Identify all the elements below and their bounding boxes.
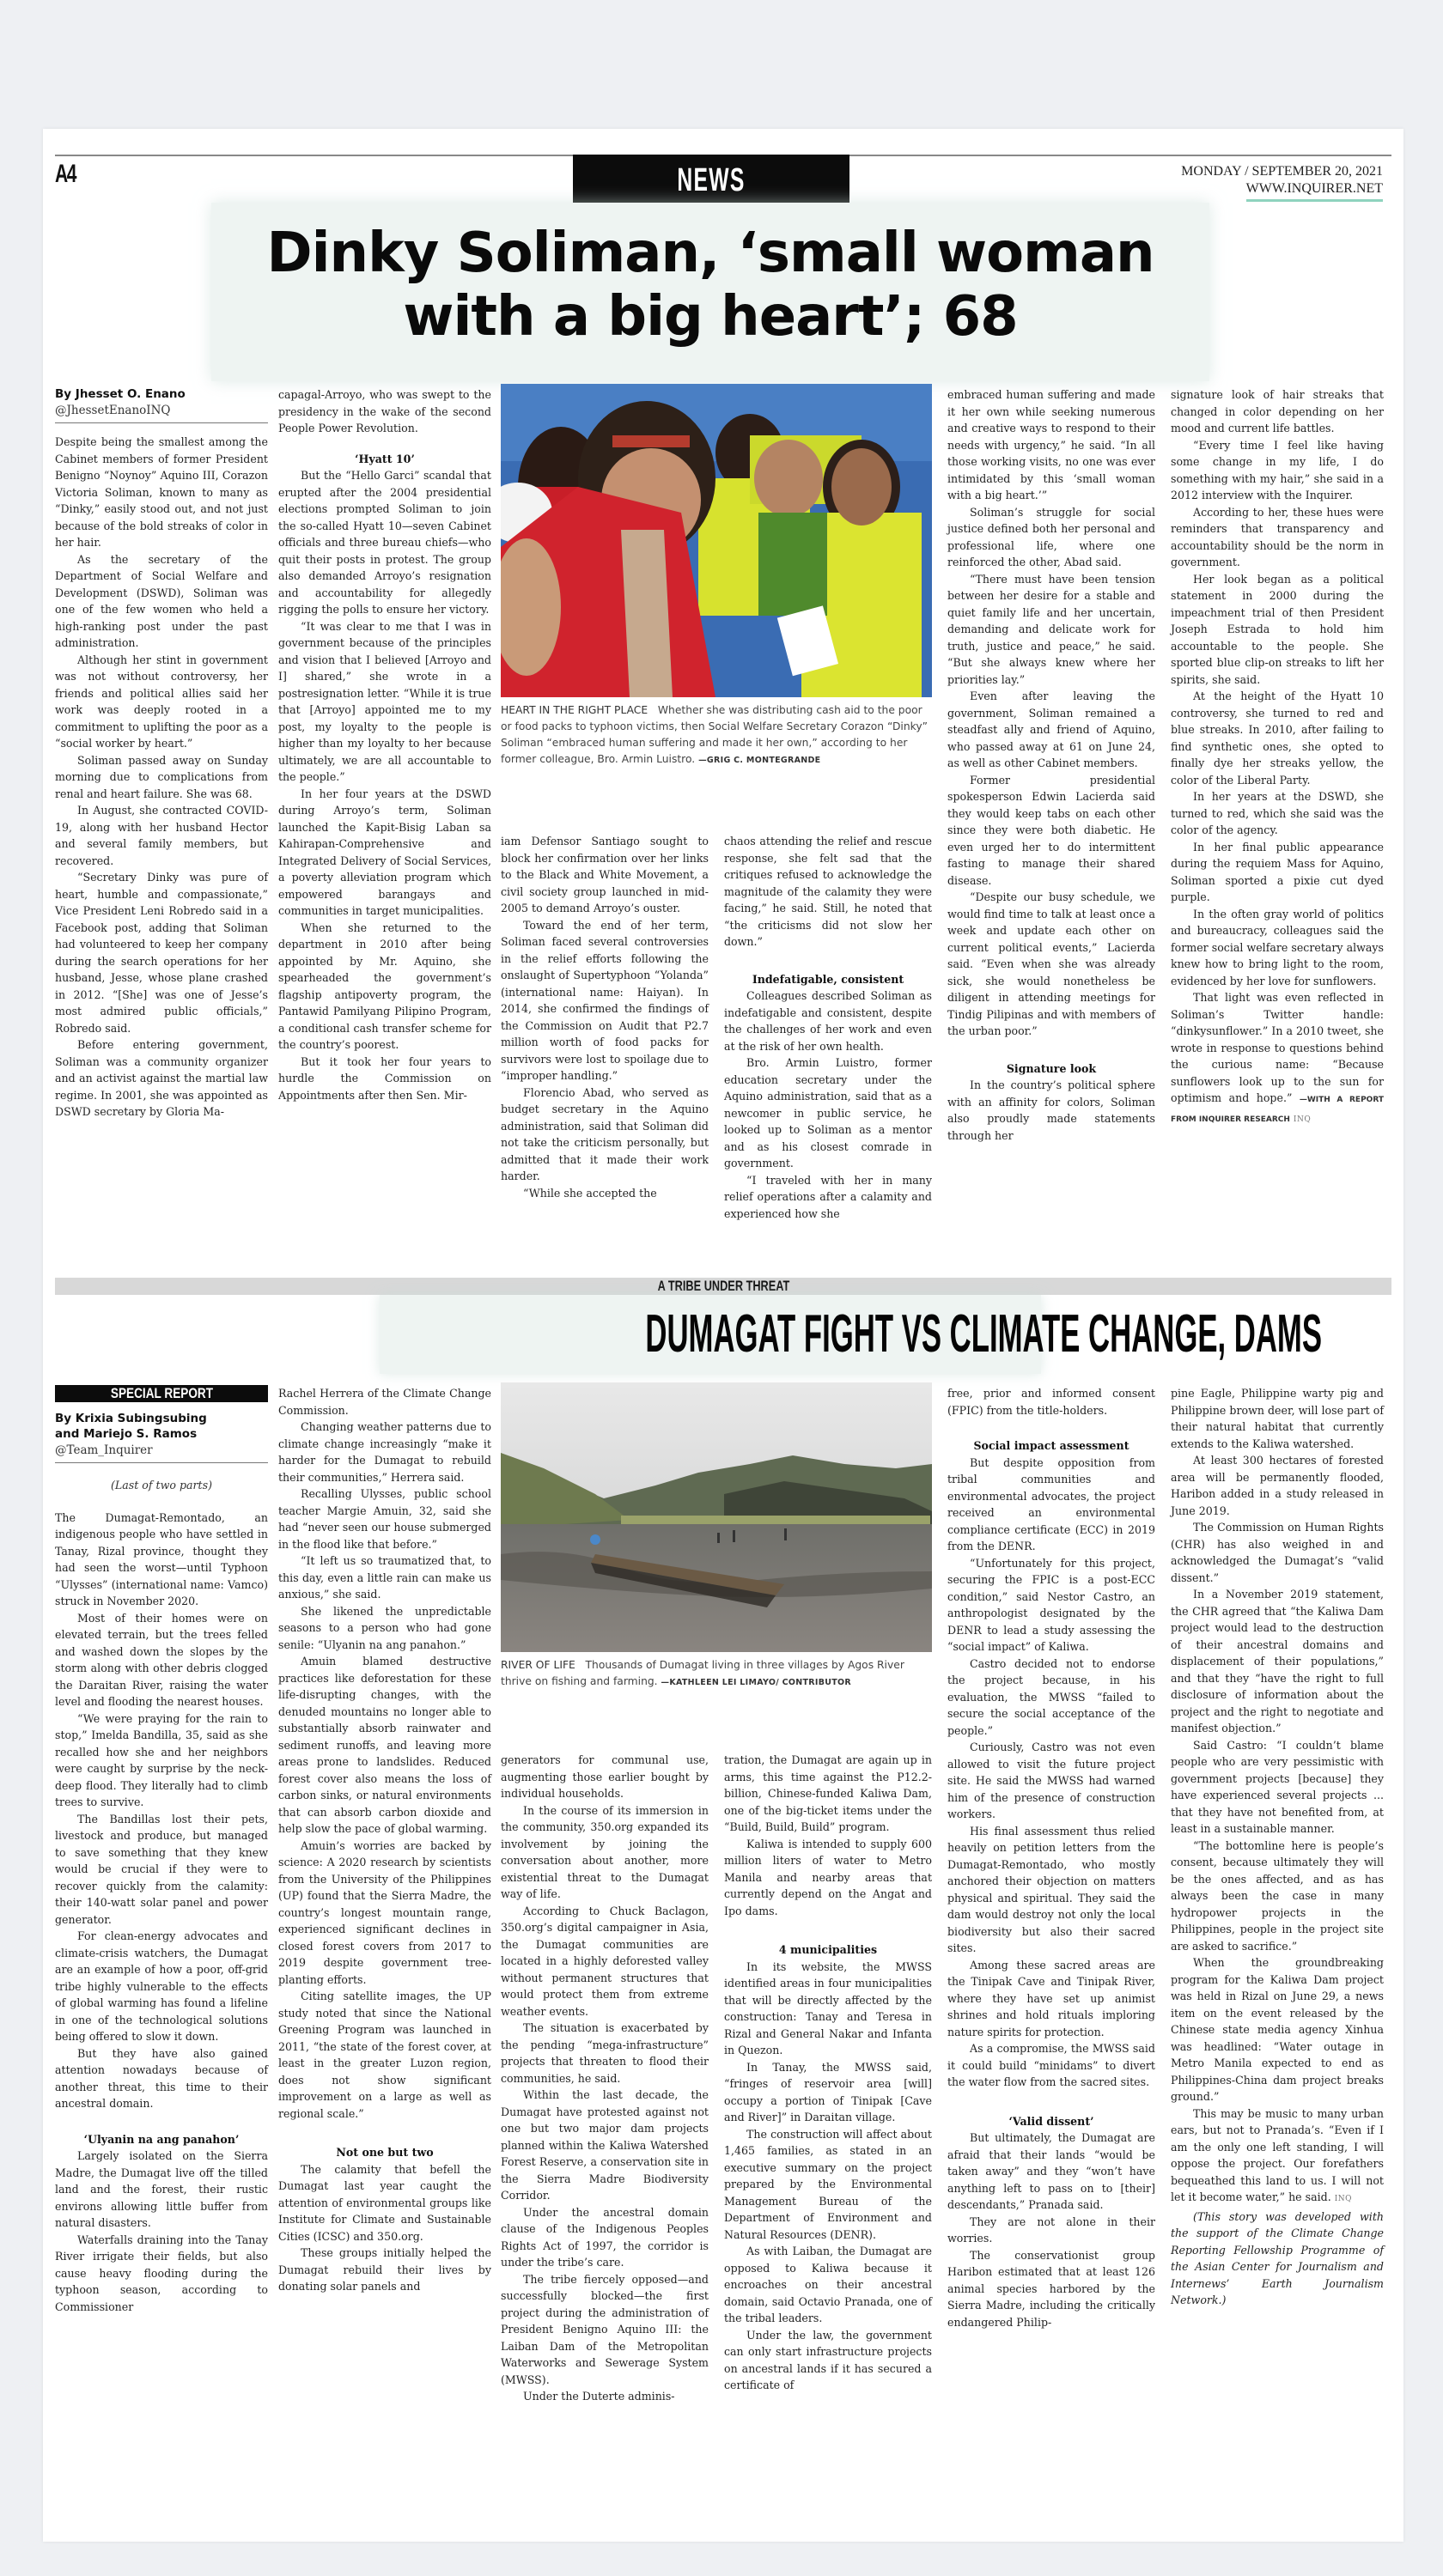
paragraph: capagal-Arroyo, who was swept to the presidency in the wake of the second People Power Revolution. [278, 388, 491, 434]
page-number: A4 [55, 160, 76, 188]
paragraph: “It was clear to me that I was in government because of the principles and vision that I believed [Arroyo and I] shared,” she wrote in a postresignation letter. “While it is true that [Arroyo] appointed me to my post, my loyalty to the people is higher than my loyalty to her because ultimately, we are all accountable to the people.” [278, 619, 491, 783]
paragraph: In August, she contracted COVID-19, along with her husband Hector and several family members, but recovered. [55, 804, 268, 867]
paragraph: Said Castro: “I couldn’t blame people who are very pessimistic with government projects [because] they have experienced several projects ... that they have not benefited from, at least in a sustainable manner. [1171, 1738, 1384, 1835]
paragraph: But despite opposition from tribal communities and environmental advocates, the project received an environmental compliance certificate (ECC) in 2019 from the DENR. [947, 1455, 1155, 1552]
subhead: Indefatigable, consistent [752, 972, 904, 986]
paragraph: For clean-energy advocates and climate-crisis watchers, the Dumagat are an example of how a poor, off-grid tribe highly vulnerable to the effects of global warming has found a lifeline in one of the technological solutions being offered to slow it down. [55, 1929, 268, 2043]
paragraph: But ultimately, the Dumagat are afraid that their lands “would be taken away” and they “won’t have anything left to pass on to [their] descendants,” Pranada said. [947, 2131, 1155, 2211]
subhead: ‘Valid dissent’ [1008, 2114, 1094, 2128]
story2-column-5 [947, 1385, 1155, 2330]
subhead: ‘Ulyanin na ang panahon’ [83, 2132, 240, 2146]
paragraph: His final assessment thus relied heavily on petition letters from the Dumagat-Remontado, who mostly anchored their objection on matters physical and spiritual. They said the dam would destroy not only the local biodiversity but also their sacred sites. [947, 1824, 1155, 1954]
caption-text: Thousands of Dumagat living in three villages by Agos River thrive on fishing and farming. [501, 1659, 904, 1687]
paragraph: These groups initially helped the Dumagat rebuild their lives by donating solar panels and [278, 2246, 491, 2293]
paragraph: Former presidential spokesperson Edwin Lacierda said they would keep tabs on each other since they were both diabetic. He even urged her to do intermittent fasting to manage their shared disease. [947, 773, 1155, 887]
section-label [573, 155, 849, 206]
paragraph: “Every time I feel like having some change in my life, I do something with my hair,” she said in a 2012 interview with the Inquirer. [1171, 438, 1384, 501]
paragraph: She likened the unpredictable seasons to a person who had gone senile: “Ulyanin na ang panahon.” [278, 1604, 491, 1651]
story1-column-3 [501, 833, 709, 1201]
paragraph: Within the last decade, the Dumagat have protested against not one but two major dam projects planned within the Kaliwa Watershed Forest Reserve, a conservation site in the Sierra Madre Biodiversity Corridor. [501, 2088, 709, 2202]
paragraph: “There must have been tension between her desire for a stable and quiet family life and her uncertain, demanding and delicate work for truth, justice and peace,” he said. “But she always knew where her priorities lay.” [947, 572, 1155, 686]
byline-line-1: By Krixia Subingsubing [55, 1412, 207, 1425]
story2-column-3 [501, 1752, 709, 2405]
paragraph: Amuin blamed destructive practices like deforestation for these life-disrupting changes, with the denuded mountains no longer able to substantially absorb rainwater and sediment runoffs, and leaving more areas prone to landslides. Reduced forest cover also means the loss of carbon sinks, or natural environments that can absorb carbon dioxide and help slow the pace of global warming. [278, 1655, 491, 1835]
report-credit: —WITH A REPORT FROM INQUIRER RESEARCH [1171, 1096, 1384, 1124]
paragraph: According to Chuck Baclagon, 350.org’s digital campaigner in Asia, the Dumagat communities are located in a highly deforested valley without permanent structures that would protect them from extreme weather events. [501, 1904, 709, 2018]
paragraph: The Dumagat-Remontado, an indigenous people who have settled in Tanay, Rizal province, thought they had seen the worst—until Typhoon “Ulysses” (international name: Vamco) struck in November 2020. [55, 1510, 268, 1607]
paragraph: Before entering government, Soliman was a community organizer and an activist against the martial law regime. In 2001, she was appointed as DSWD secretary by Gloria Ma- [55, 1038, 268, 1118]
paragraph: Citing satellite images, the UP study noted that since the National Greening Program was launched in 2011, “the state of the forest cover, at least in the greater Luzon region, does not show significant improvement on a large as well as regional scale.” [278, 1990, 491, 2120]
paragraph: “We were praying for the rain to stop,” Imelda Bandilla, 35, said as she recalled how she and her neighbors were caught by surprise by the neck-deep flood. They literally had to climb trees to survive. [55, 1711, 268, 1808]
paragraph: Recalling Ulysses, public school teacher Margie Amuin, 32, said she had “never seen our house submerged in the flood like that before.” [278, 1487, 491, 1551]
paragraph: Under the ancestral domain clause of the Indigenous Peoples Rights Act of 1997, the corridor is under the tribe’s care. [501, 2205, 709, 2269]
story1-column-4 [724, 833, 932, 1222]
paragraph: As the secretary of the Department of Social Welfare and Development (DSWD), Soliman was one of the few women who held a high-ranking post under the past administration. [55, 552, 268, 649]
paragraph: When she returned to the department in 2010 after being appointed by Mr. Aquino, she spearheaded the government’s flagship antipoverty program, the Pantawid Pamilyang Pilipino Program, a conditional cash transfer scheme for the country’s poorest. [278, 920, 491, 1051]
story2-column-6 [1171, 1385, 1384, 2309]
byline-line-2: and Mariejo S. Ramos [55, 1427, 198, 1441]
paragraph: “While she accepted the [523, 1186, 657, 1200]
paragraph: “I traveled with her in many relief operations after a calamity and experienced how she [724, 1173, 932, 1220]
paragraph: But the “Hello Garci” scandal that erupted after the 2004 presidential elections prompted Soliman to join the so-called Hyatt 10—seven Cabinet officials and three bureau chiefs—who quit their posts in protest. The group also demanded Arroyo’s resignation and accountability for allegedly rigging the polls to ensure her victory. [278, 469, 491, 616]
paragraph: “The bottomline here is people’s consent, because ultimately they will be the ones affected, and as has always been the case in many hydropower projects in the Philippines, people in the project site are asked to sacrifice.” [1171, 1838, 1384, 1953]
story1-column-5 [947, 386, 1155, 1144]
end-mark: INQ [1334, 2195, 1353, 2203]
paragraph: Among these sacred areas are the Tinipak Cave and Tinipak River, where they have set up animist shrines and hold rituals imploring nature spirits for protection. [947, 1958, 1155, 2038]
paragraph: “It left us so traumatized that, to this day, even a little rain can make us anxious,” she said. [278, 1554, 491, 1601]
story2-column-4 [724, 1752, 932, 2394]
special-report-text: SPECIAL REPORT [110, 1385, 213, 1401]
caption-text: Whether she was distributing cash aid to the poor or food packs to typhoon victims, then Social Welfare Secretary Corazon “Dinky” Soliman “embraced human suffering and made it her own,” according to her former colleague, Bro. Armin Luistro. [501, 704, 928, 765]
paragraph: At least 300 hectares of forested area will be permanently flooded, Haribon added in a study released in June 2019. [1171, 1454, 1384, 1517]
paragraph: Under the Duterte adminis- [523, 2390, 675, 2403]
paragraph: As a compromise, the MWSS said it could build “minidams” to divert the water flow from the sacred sites. [947, 2042, 1155, 2088]
author-handle[interactable]: @Team_Inquirer [55, 1442, 268, 1463]
paragraph-text: This may be music to many urban ears, but not to Pranada’s. “Even if I am the only one left standing, I will oppose the project. Our forefathers bequeathed this land to us. I will not let it become water,” he said. [1171, 2106, 1384, 2203]
paragraph: The calamity that befell the Dumagat last year caught the attention of environmental groups like Institute for Climate and Sustainable Cities (ICSC) and 350.org. [278, 2162, 491, 2243]
paragraph: Soliman passed away on Sunday morning due to complications from renal and heart failure. She was 68. [55, 753, 268, 800]
paragraph: The Bandillas lost their pets, livestock and produce, but managed to save something that they knew would be crucial if they were to recover quickly from the calamity: their 140-watt solar panel and power generator. [55, 1812, 268, 1926]
paragraph: In Tanay, the MWSS said, “fringes of reservoir area [will] occupy a portion of Tinipak [Cave and River]” in Daraitan village. [724, 2060, 932, 2123]
paragraph: Most of their homes were on elevated terrain, but the trees felled and washed down the slopes by the storm along with other debris clogged the Daraitan River, raising the water level and flooding the nearest houses. [55, 1611, 268, 1708]
paragraph: In a November 2019 statement, the CHR agreed that “the Kaliwa Dam project would lead to the destruction of their ancestral domains and displacement of their populations,” and that they “have the right to full disclosure of information about the project and the right to negotiate and manifest objection.” [1171, 1588, 1384, 1735]
paragraph: In the often gray world of politics and bureaucracy, colleagues said the former social welfare secretary always knew how to bring light to the room, evidenced by her love for sunflowers. [1171, 907, 1384, 987]
author-handle[interactable]: @JhessetEnanoINQ [55, 402, 268, 423]
photo-river-image [501, 1382, 932, 1652]
story2-headline-text: DUMAGAT FIGHT VS CLIMATE CHANGE, DAMS [645, 1304, 1323, 1364]
paragraph: The conservationist group Haribon estimated that at least 126 animal species harbored by the Sierra Madre, including the critically endangered Philip- [947, 2248, 1155, 2329]
paragraph: Amuin’s worries are backed by science: A 2020 research by scientists from the University of the Philippines (UP) found that the Sierra Madre, the country’s longest mountain range, experienced significant declines in closed forest covers from 2017 to 2019 despite government tree-planting efforts. [278, 1838, 491, 1986]
paragraph: Waterfalls draining into the Tanay River irrigate their fields, but also cause heavy flooding during the typhoon season, according to Commissioner [55, 2233, 268, 2313]
paragraph: generators for communal use, augmenting those earlier bought by individual households. [501, 1753, 709, 1800]
paragraph: In her four years at the DSWD during Arroyo’s term, Soliman launched the Kapit-Bisig Laban sa Kahirapan-Comprehensive and Integrated Delivery of Social Services, a poverty alleviation program which empowered barangays and communities in target municipalities. [278, 787, 491, 917]
series-note: (Last of two parts) [110, 1479, 212, 1492]
headline-line-1: Dinky Soliman, ‘small woman [266, 222, 1154, 285]
paragraph: “Unfortunately for this project, securing the FPIC is a post-ECC condition,” said Nestor Castro, an anthropologist designated by the DENR to lead a study assessing the “social impact” of Kaliwa. [947, 1556, 1155, 1653]
dateline [1181, 163, 1383, 202]
paragraph: Rachel Herrera of the Climate Change Commission. [278, 1387, 491, 1417]
paragraph: Soliman’s struggle for social justice defined both her personal and professional life, where one reinforced the other, Abad said. [947, 505, 1155, 568]
paragraph-text: That light was even reflected in Soliman’s Twitter handle: “dinkysunflower.” In a 2010 tweet, she wrote in response to questions behind the curious name: “Because sunflowers look up to the sun for optimism and hope.” [1171, 991, 1384, 1104]
paragraph: As with Laiban, the Dumagat are opposed to Kaliwa because it encroaches on their ancestral domain, said Octavio Pranada, one of the tribal leaders. [724, 2245, 932, 2324]
story2-column-2 [278, 1385, 491, 2295]
paragraph: When the groundbreaking program for the Kaliwa Dam project was held in Rizal on June 29, a news item on the event released by the Chinese state media agency Xinhua was headlined: “Water outage in Metro Manila expected to end as Philippines-China dam project breaks ground.” [1171, 1956, 1384, 2103]
paragraph: According to her, these hues were reminders that transparency and accountability should be the norm in government. [1171, 505, 1384, 568]
story2-column-1 [55, 1385, 268, 2315]
section-label-text: NEWS [677, 162, 746, 198]
kicker-text: A TRIBE UNDER THREAT [657, 1278, 789, 1294]
headline-panel-2 [380, 1295, 1323, 1374]
photo-soliman-relief [501, 384, 932, 697]
story1-column-1 [55, 386, 268, 1121]
paragraph: signature look of hair streaks that changed in color depending on her mood and current life battles. [1171, 388, 1384, 434]
paragraph: Despite being the smallest among the Cabinet members of former President Benigno “Noynoy” Aquino III, Corazon Victoria Soliman, known to many as “Dinky,” easily stood out, and not just because of the bold streaks of color in her hair. [55, 435, 268, 549]
paragraph: In its website, the MWSS identified areas in four municipalities that will be directly affected by the construction: Tanay and Teresa in Rizal and General Nakar and Infanta in Quezon. [724, 1959, 932, 2057]
subhead: Not one but two [336, 2146, 434, 2159]
subhead: 4 municipalities [778, 1943, 878, 1956]
paragraph: tration, the Dumagat are again up in arms, this time against the P12.2-billion, Chinese-funded Kaliwa Dam, one of the big-ticket items under the “Build, Build, Build” program. [724, 1753, 932, 1833]
paragraph: pine Eagle, Philippine warty pig and Philippine brown deer, will lose part of their natural habitat that currently extends to the Kaliwa watershed. [1171, 1387, 1384, 1450]
paragraph: chaos attending the relief and rescue response, she felt sad that the critiques refused to acknowledge the magnitude of the calamity they were facing,” he said. Still, he noted that “the criticisms did not slow her down.” [724, 835, 932, 948]
paragraph: But it took her four years to hurdle the Commission on Appointments after then Sen. Mir- [278, 1054, 491, 1102]
kicker-bar [55, 1278, 1391, 1295]
special-report-label [55, 1385, 268, 1402]
site-url[interactable]: WWW.INQUIRER.NET [1246, 180, 1383, 202]
paragraph: The tribe fiercely opposed—and successfully blocked—the first project during the administration of President Benigno Aquino III: the Laiban Dam of the Metropolitan Waterworks and Sewerage System (MWSS). [501, 2272, 709, 2386]
paragraph [1171, 989, 1384, 1128]
paragraph: Curiously, Castro was not even allowed to visit the future project site. He said the MWSS had warned him of the presence of construction workers. [947, 1741, 1155, 1820]
footnote: (This story was developed with the support of the Climate Change Reporting Fellowship Programme of the Asian Center for Journalism and Internews’ Earth Journalism Network.) [1171, 2209, 1384, 2306]
paragraph: embraced human suffering and made it her own while seeking numerous and creative ways to respond to their needs with urgency,” he said. “In all those working visits, no one was ever intimidated by this ‘small woman with a big heart.’” [947, 388, 1155, 501]
paragraph: Toward the end of her term, Soliman faced several controversies in the relief efforts following the onslaught of Supertyphoon “Yolanda” (international name: Haiyan). In 2014, she confirmed the findings of the Commission on Audit that P2.7 million worth of food packs for survivors were lost to spoilage due to “improper handling.” [501, 918, 709, 1082]
paragraph: Changing weather patterns due to climate change increasingly “make it harder for the Dumagat to rebuild their communities,” Herrera said. [278, 1420, 491, 1484]
paragraph: iam Defensor Santiago sought to block her confirmation over her links to the Black and White Movement, a civil society group launched in mid-2005 to demand Arroyo’s ouster. [501, 835, 709, 914]
paragraph: Her look began as a political statement in 2000 during the impeachment trial of then President Joseph Estrada to hold him accountable to the people. She sported blue clip-on streaks to lift her spirits, she said. [1171, 572, 1384, 686]
paragraph: Kaliwa is intended to supply 600 million liters of water to Metro Manila and nearby areas that currently depend on the Angat and Ipo dams. [724, 1837, 932, 1917]
page-title [211, 222, 1209, 349]
photo-agos-river [501, 1382, 932, 1652]
subhead: Social impact assessment [973, 1439, 1129, 1452]
paragraph: In her final public appearance during the requiem Mass for Aquino, Soliman sported a pixie cut dyed purple. [1171, 840, 1384, 903]
paragraph: At the height of the Hyatt 10 controversy, she turned to red and blue streaks. In 2010, after failing to find synthetic ones, she opted to finally dye her streaks yellow, the color of the Liberal Party. [1171, 690, 1384, 787]
paragraph: Florencio Abad, who served as budget secretary in the Aquino administration, said that Soliman did not take the criticism personally, but admitted that it made their work harder. [501, 1085, 709, 1182]
paragraph: The construction will affect about 1,465 families, as stated in an executive summary on the project prepared by the Environmental Management Bureau of the Department of Environment and Natural Resources (DENR). [724, 2127, 932, 2241]
paragraph: They are not alone in their worries. [947, 2215, 1155, 2245]
date: MONDAY / SEPTEMBER 20, 2021 [1181, 164, 1383, 179]
paragraph: Under the law, the government can only start infrastructure projects on ancestral lands if it has secured a certificate of [724, 2328, 932, 2391]
end-mark: INQ [1293, 1115, 1312, 1124]
photo-soliman-image [501, 384, 932, 697]
story1-column-2 [278, 386, 491, 1103]
subhead: Signature look [1006, 1061, 1097, 1075]
newspaper-page [43, 129, 1403, 2542]
photo-credit: —KATHLEEN LEI LIMAYO/ CONTRIBUTOR [661, 1678, 852, 1687]
paragraph: The situation is exacerbated by the pending “mega-infrastructure” projects that threaten to flood their communities, he said. [501, 2021, 709, 2085]
paragraph: In her years at the DSWD, she turned to red, which she said was the color of the agency. [1171, 790, 1384, 836]
paragraph: Although her stint in government was not without controversy, her friends and political allies said her work was deeply rooted in a commitment to uplifting the poor as a “social worker by heart.” [55, 653, 268, 750]
photo-caption [501, 702, 935, 769]
story1-column-6 [1171, 386, 1384, 1128]
story2-headline [380, 1303, 1323, 1365]
byline: By Jhesset O. Enano [55, 387, 186, 401]
paragraph: free, prior and informed consent (FPIC) from the title-holders. [947, 1387, 1155, 1417]
subhead: ‘Hyatt 10’ [355, 452, 415, 465]
paragraph: “Secretary Dinky was pure of heart, humble and compassionate,” Vice President Leni Robredo said in a Facebook post, adding that Soliman had volunteered to keep her company during the search operations for her husband, Jesse, whose plane crashed in 2012. “[She] was one of Jesse’s most admired public officials,” Robredo said. [55, 871, 268, 1035]
paragraph [1171, 2105, 1384, 2208]
caption-title: RIVER OF LIFE [501, 1659, 575, 1671]
paragraph: “Despite our busy schedule, we would find time to talk at least once a week and update each other on current political events,” Lacierda said. “Even when she was already sick, she would nonetheless be diligent in attending meetings for Tindig Pilipinas and with members of the urban poor.” [947, 890, 1155, 1037]
paragraph: In the course of its immersion in the community, 350.org expanded its involvement by joining the conversation about another, more existential threat to the Dumagat way of life. [501, 1803, 709, 1900]
paragraph: But they have also gained attention nowadays because of another threat, this time to their ancestral domain. [55, 2046, 268, 2110]
paragraph: Colleagues described Soliman as indefatigable and consistent, despite the challenges of her work and even at the risk of her own health. [724, 989, 932, 1053]
photo-credit: —GRIG C. MONTEGRANDE [698, 756, 821, 765]
paragraph: Bro. Armin Luistro, former education secretary under the Aquino administration, said that as a newcomer in public service, he looked up to Soliman as a mentor and as his closest comrade in government. [724, 1056, 932, 1170]
headline-panel [211, 203, 1209, 381]
paragraph: In the country’s political sphere with an affinity for colors, Soliman also proudly made statements through her [947, 1078, 1155, 1142]
paragraph: Largely isolated on the Sierra Madre, the Dumagat live off the tilled land and the forest, their rustic environs allowing little buffer from natural disasters. [55, 2149, 268, 2229]
headline-line-2: with a big heart’; 68 [403, 285, 1018, 349]
paragraph: Even after leaving the government, Soliman remained a steadfast ally and friend of Aquino, who passed away at 61 on June 24, as well as other Cabinet members. [947, 690, 1155, 769]
paragraph: The Commission on Human Rights (CHR) has also weighed in and acknowledged the Dumagat’s “valid dissent.” [1171, 1521, 1384, 1584]
caption-title: HEART IN THE RIGHT PLACE [501, 704, 648, 716]
photo-caption-2 [501, 1657, 935, 1691]
paragraph: Castro decided not to endorse the project because, in his evaluation, the MWSS “failed to secure the social acceptance of the people.” [947, 1656, 1155, 1737]
